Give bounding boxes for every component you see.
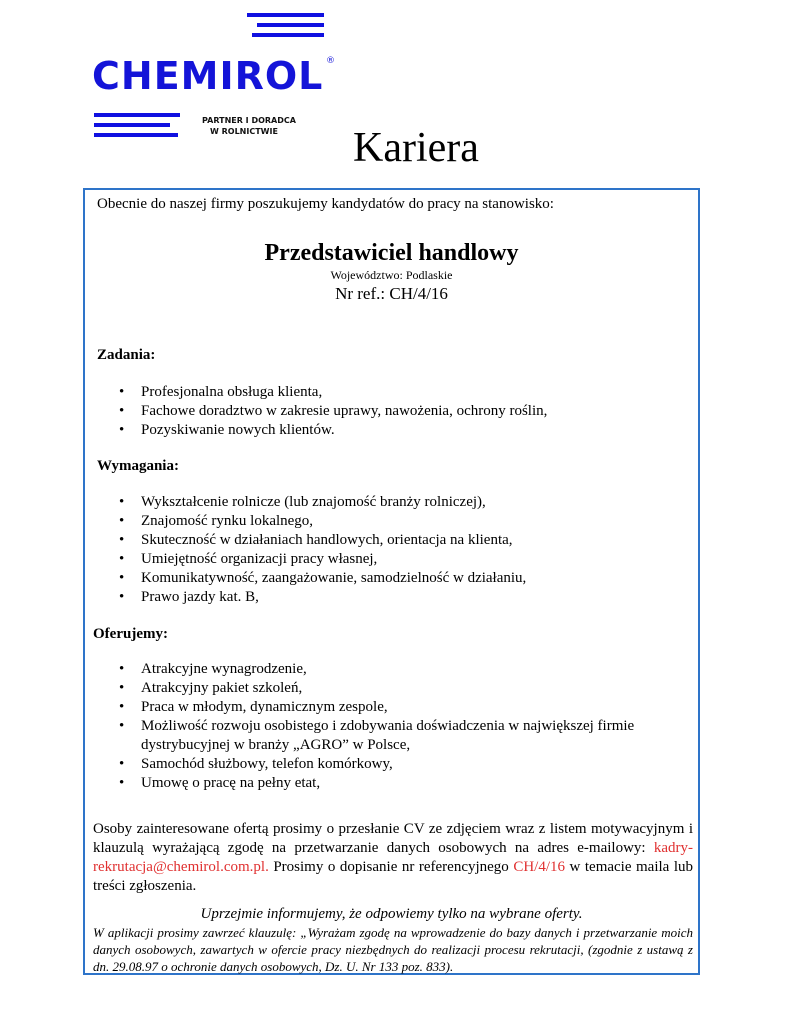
job-offer-box xyxy=(83,188,700,975)
closing-paragraph xyxy=(93,820,693,896)
list-item: • Profesjonalna obsługa klienta, xyxy=(119,383,547,402)
registered-mark: ® xyxy=(326,56,335,66)
offer-heading: Oferujemy: xyxy=(93,626,168,642)
list-item: • Atrakcyjny pakiet szkoleń, xyxy=(119,679,634,698)
job-title: Przedstawiciel handlowy xyxy=(264,240,519,266)
list-item: • Atrakcyjne wynagrodzenie, xyxy=(119,660,634,679)
page-title: Kariera xyxy=(353,125,479,171)
list-item: • Skuteczność w działaniach handlowych, orientacja na klienta, xyxy=(119,531,526,550)
offer-list xyxy=(119,660,634,793)
consent-clause: W aplikacji prosimy zawrzeć klauzulę: „Wyrażam zgodę na wprowadzenie do bazy danych i przetwarzanie moich danych osobowych, zawartych w ofercie pracy niezbędnych do realizacji procesu rekrutacji, (zgodnie z ustawą z dn. 29.08.97 o ochronie danych osobowych, Dz. U. Nr 133 poz. 833). xyxy=(93,925,693,974)
list-item: • Możliwość rozwoju osobistego i zdobywania doświadczenia w największej firmie xyxy=(119,717,634,736)
job-ref: Nr ref.: CH/4/16 xyxy=(335,284,448,303)
logo-tagline-1: PARTNER I DORADCA xyxy=(202,116,296,125)
chemirol-logo xyxy=(92,10,342,142)
list-item: • Umowę o pracę na pełny etat, xyxy=(119,774,634,793)
list-item: • Umiejętność organizacji pracy własnej, xyxy=(119,550,526,569)
list-item: • Pozyskiwanie nowych klientów. xyxy=(119,421,547,440)
email-link[interactable]: kadry-rekrutacja@chemirol.com.pl. xyxy=(93,840,693,875)
selection-note: Uprzejmie informujemy, że odpowiemy tylko na wybrane oferty. xyxy=(200,906,583,922)
closing-text-2: Prosimy o dopisanie nr referencyjnego xyxy=(268,859,514,875)
list-item: • Samochód służbowy, telefon komórkowy, xyxy=(119,755,634,774)
list-item: • Wykształcenie rolnicze (lub znajomość branży rolniczej), xyxy=(119,493,526,512)
closing-text-3: w temacie maila lub treści zgłoszenia. xyxy=(93,859,694,894)
list-item: • Komunikatywność, zaangażowanie, samodzielność w działaniu, xyxy=(119,569,526,588)
logo-wordmark: CHEMIROL xyxy=(92,54,324,98)
list-item: • Prawo jazdy kat. B, xyxy=(119,588,526,607)
job-region: Województwo: Podlaskie xyxy=(330,268,453,282)
closing-text-1: Osoby zainteresowane ofertą prosimy o przesłanie CV ze zdjęciem wraz z listem motywacyjnym i klauzulą wyrażającą zgodę na przetwarzanie danych osobowych na adres e-mailowy: xyxy=(93,821,693,856)
list-item: • Praca w młodym, dynamicznym zespole, xyxy=(119,698,634,717)
intro-text: Obecnie do naszej firmy poszukujemy kandydatów do pracy na stanowisko: xyxy=(97,196,554,212)
ref-code: CH/4/16 xyxy=(513,859,566,875)
tasks-heading: Zadania: xyxy=(97,347,156,363)
logo-tagline-2: W ROLNICTWIE xyxy=(210,127,278,136)
tasks-list xyxy=(119,383,547,440)
list-item: • Znajomość rynku lokalnego, xyxy=(119,512,526,531)
requirements-list xyxy=(119,493,526,607)
list-item: • Fachowe doradztwo w zakresie uprawy, nawożenia, ochrony roślin, xyxy=(119,402,547,421)
requirements-heading: Wymagania: xyxy=(97,458,179,474)
list-item-continuation: dystrybucyjnej w branży „AGRO” w Polsce, xyxy=(141,737,411,753)
